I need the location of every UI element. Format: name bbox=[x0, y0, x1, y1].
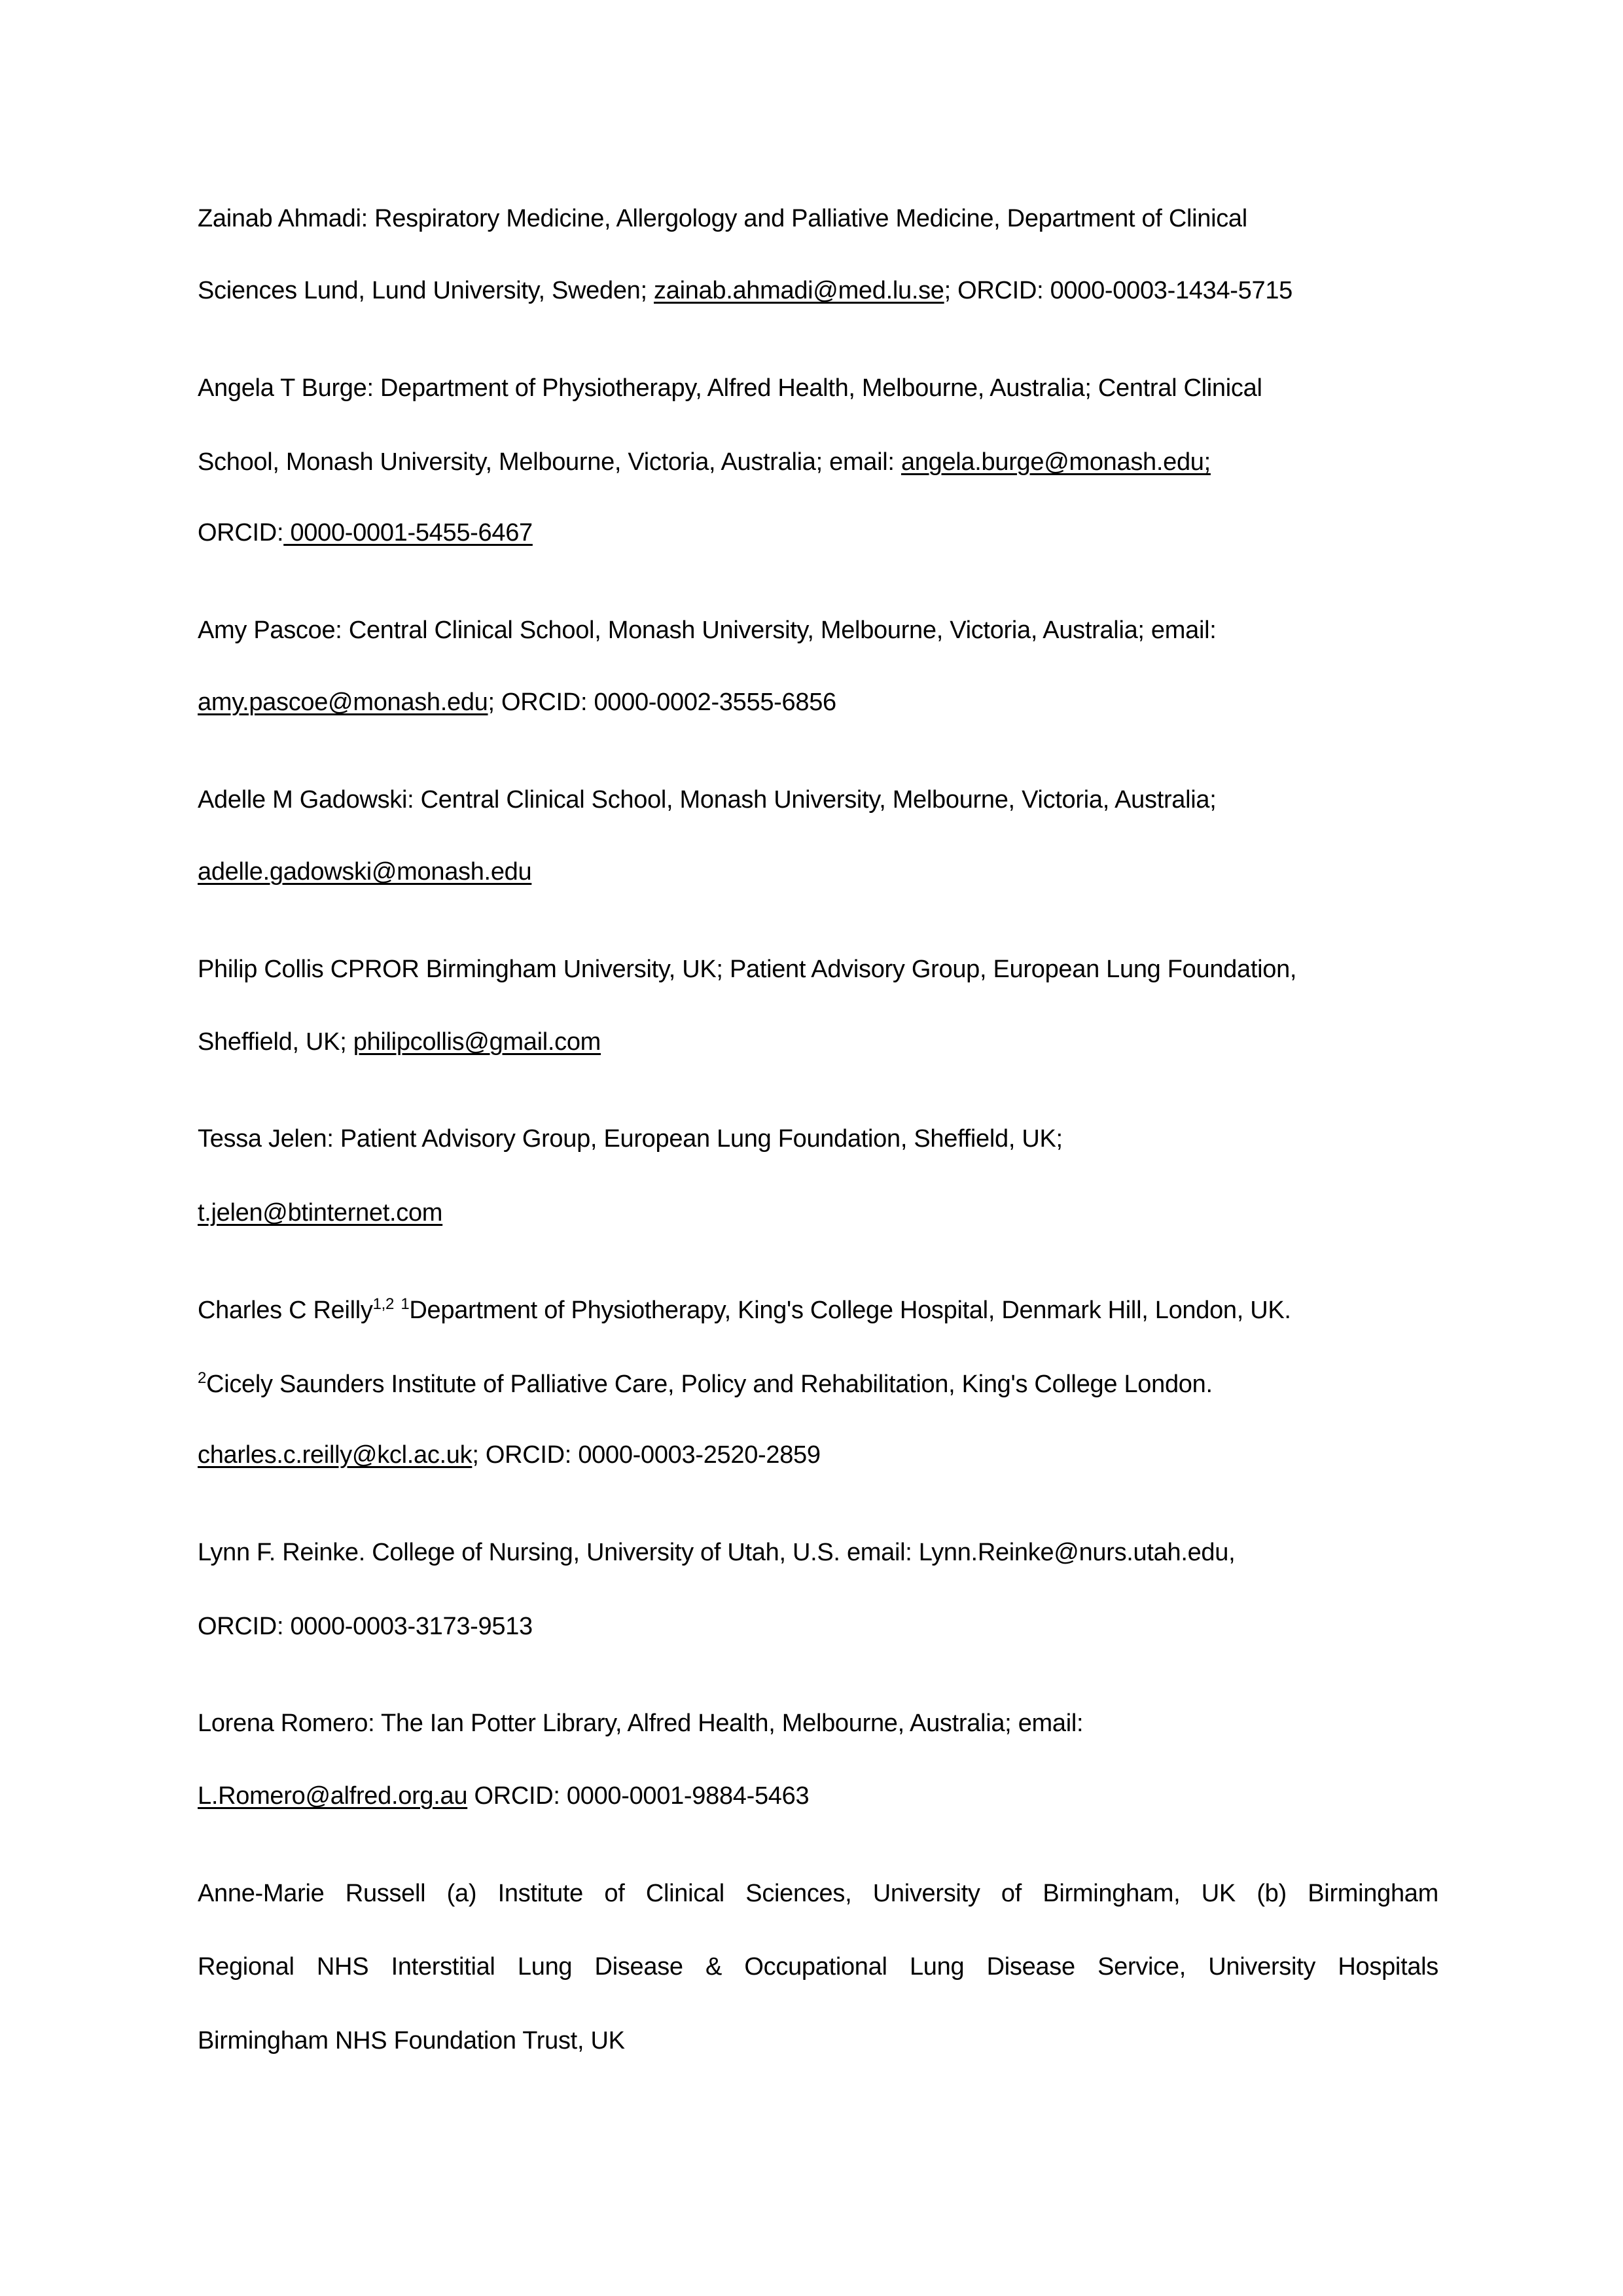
text-line bbox=[198, 955, 1438, 984]
text-line bbox=[198, 1952, 1438, 1981]
text-line bbox=[198, 1296, 1438, 1325]
text-segment: Amy Pascoe: Central Clinical School, Monash University, Melbourne, Victoria, Australia; email: bbox=[198, 617, 1217, 644]
text-line bbox=[198, 204, 1438, 233]
text-segment: Angela T Burge: Department of Physiotherapy, Alfred Health, Melbourne, Australia; Central Clinical bbox=[198, 374, 1262, 402]
text-segment bbox=[394, 1297, 401, 1324]
text-line bbox=[198, 1198, 1438, 1227]
text-line bbox=[198, 857, 1438, 886]
text-segment: ; ORCID: 0000-0003-2520-2859 bbox=[472, 1441, 821, 1469]
text-line bbox=[198, 276, 1438, 305]
text-line bbox=[198, 1028, 1438, 1056]
text-line bbox=[198, 616, 1438, 645]
email-link[interactable]: zainab.ahmadi@med.lu.se bbox=[654, 277, 944, 304]
text-segment: Lorena Romero: The Ian Potter Library, Alfred Health, Melbourne, Australia; email: bbox=[198, 1710, 1084, 1737]
email-link[interactable]: angela.burge@monash.edu; bbox=[901, 448, 1211, 476]
superscript: 2 bbox=[198, 1369, 207, 1387]
text-line bbox=[198, 1612, 1438, 1641]
email-link[interactable]: amy.pascoe@monash.edu bbox=[198, 689, 488, 716]
text-line bbox=[198, 1879, 1438, 1908]
text-segment: Charles C Reilly bbox=[198, 1297, 373, 1324]
text-segment: Zainab Ahmadi: Respiratory Medicine, Allergology and Palliative Medicine, Department of Clinical bbox=[198, 205, 1247, 232]
text-segment: Adelle M Gadowski: Central Clinical School, Monash University, Melbourne, Victoria, Australia; bbox=[198, 786, 1217, 814]
text-line bbox=[198, 1124, 1438, 1153]
text-line bbox=[198, 1370, 1438, 1399]
superscript: 1 bbox=[401, 1295, 410, 1313]
text-segment: ORCID: 0000-0003-3173-9513 bbox=[198, 1613, 533, 1640]
text-segment: Department of Physiotherapy, King's College Hospital, Denmark Hill, London, UK. bbox=[409, 1297, 1291, 1324]
text-line bbox=[198, 2026, 1438, 2055]
text-line bbox=[198, 1709, 1438, 1738]
text-segment: Birmingham NHS Foundation Trust, UK bbox=[198, 2027, 625, 2054]
text-line bbox=[198, 1538, 1438, 1567]
text-line bbox=[198, 688, 1438, 717]
text-line bbox=[198, 448, 1438, 476]
text-segment: Sciences Lund, Lund University, Sweden; bbox=[198, 277, 654, 304]
text-segment: ORCID: bbox=[198, 519, 284, 547]
text-segment: Cicely Saunders Institute of Palliative Care, Policy and Rehabilitation, King's College London. bbox=[206, 1371, 1213, 1398]
text-segment: School, Monash University, Melbourne, Victoria, Australia; email: bbox=[198, 448, 901, 476]
superscript: 1,2 bbox=[372, 1295, 395, 1313]
text-line bbox=[198, 1782, 1438, 1810]
text-segment: ; ORCID: 0000-0003-1434-5715 bbox=[944, 277, 1293, 304]
text-line bbox=[198, 785, 1438, 814]
email-link[interactable]: L.Romero@alfred.org.au bbox=[198, 1782, 468, 1810]
text-segment: Lynn F. Reinke. College of Nursing, University of Utah, U.S. email: Lynn.Reinke@nurs.utah.edu, bbox=[198, 1539, 1236, 1566]
email-link[interactable]: philipcollis@gmail.com bbox=[353, 1028, 601, 1056]
text-segment: ORCID: 0000-0001-9884-5463 bbox=[467, 1782, 810, 1810]
email-link[interactable]: 0000-0001-5455-6467 bbox=[283, 519, 533, 547]
text-segment: Sheffield, UK; bbox=[198, 1028, 353, 1056]
email-link[interactable]: t.jelen@btinternet.com bbox=[198, 1199, 443, 1227]
text-segment: Philip Collis CPROR Birmingham University, UK; Patient Advisory Group, European Lung Foundation, bbox=[198, 956, 1297, 983]
text-segment: Tessa Jelen: Patient Advisory Group, European Lung Foundation, Sheffield, UK; bbox=[198, 1125, 1063, 1153]
email-link[interactable]: adelle.gadowski@monash.edu bbox=[198, 858, 532, 886]
email-link[interactable]: charles.c.reilly@kcl.ac.uk bbox=[198, 1441, 473, 1469]
text-segment: Regional NHS Interstitial Lung Disease & Occupational Lung Disease Service, University Hospitals bbox=[198, 1953, 1438, 1981]
text-line bbox=[198, 1441, 1438, 1469]
text-line bbox=[198, 374, 1438, 403]
text-segment: Anne-Marie Russell (a) Institute of Clinical Sciences, University of Birmingham, UK (b) Birmingham bbox=[198, 1880, 1438, 1907]
text-segment: ; ORCID: 0000-0002-3555-6856 bbox=[488, 689, 836, 716]
text-line bbox=[198, 518, 1438, 547]
